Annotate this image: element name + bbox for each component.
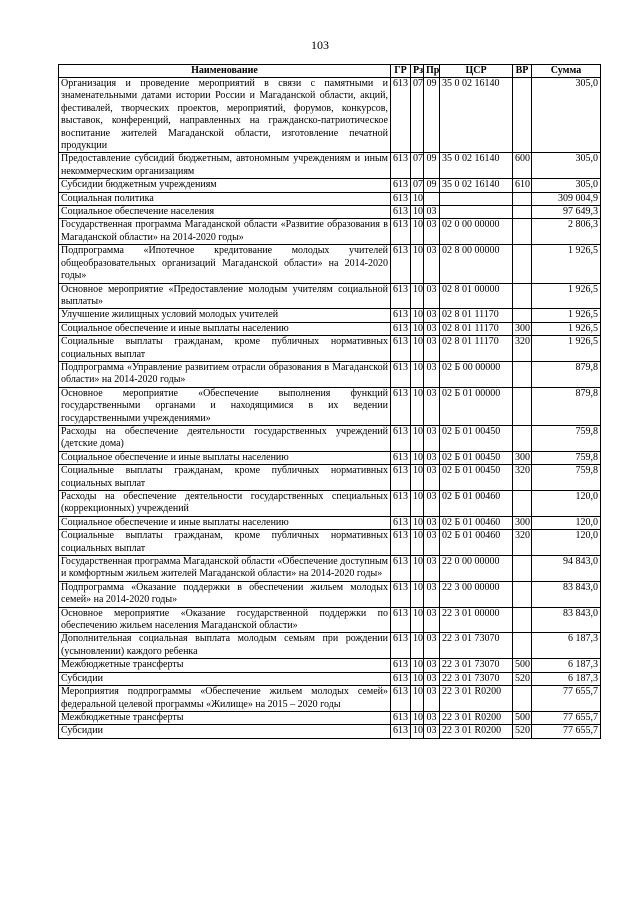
header-rz: Рз xyxy=(411,65,424,78)
cell-gr: 613 xyxy=(391,465,411,491)
table-row xyxy=(59,516,601,529)
cell-name: Социальное обеспечение и иные выплаты населению xyxy=(59,322,391,335)
cell-pr: 03 xyxy=(424,659,440,672)
cell-vr xyxy=(513,556,532,582)
cell-vr xyxy=(513,206,532,219)
cell-gr: 613 xyxy=(391,672,411,685)
cell-pr: 03 xyxy=(424,245,440,283)
cell-pr: 03 xyxy=(424,725,440,738)
cell-vr: 610 xyxy=(513,179,532,192)
cell-pr: 03 xyxy=(424,556,440,582)
cell-name: Подпрограмма «Ипотечное кредитование молодых учителей общеобразовательных организаций Магаданской области» на 2014-2020 годы» xyxy=(59,245,391,283)
table-header-row xyxy=(59,65,601,78)
cell-csr: 02 Б 01 00450 xyxy=(440,451,513,464)
table-row xyxy=(59,192,601,205)
cell-gr: 613 xyxy=(391,336,411,362)
cell-rz: 07 xyxy=(411,179,424,192)
cell-name: Подпрограмма «Оказание поддержки в обеспечении жильем молодых семей» на 2014-2020 годы» xyxy=(59,581,391,607)
cell-pr: 03 xyxy=(424,283,440,309)
cell-sum: 759,8 xyxy=(532,465,601,491)
cell-pr: 03 xyxy=(424,425,440,451)
cell-name: Подпрограмма «Управление развитием отрасли образования в Магаданской области» на 2014-2020 годы» xyxy=(59,361,391,387)
cell-csr xyxy=(440,192,513,205)
cell-name: Государственная программа Магаданской области «Развитие образования в Магаданской области» на 2014-2020 годы» xyxy=(59,219,391,245)
cell-csr: 22 3 01 R0200 xyxy=(440,711,513,724)
cell-vr xyxy=(513,192,532,205)
cell-name: Дополнительная социальная выплата молодым семьям при рождении (усыновлении) каждого ребенка xyxy=(59,633,391,659)
cell-rz: 10 xyxy=(411,451,424,464)
cell-gr: 613 xyxy=(391,425,411,451)
cell-rz: 10 xyxy=(411,283,424,309)
header-csr: ЦСР xyxy=(440,65,513,78)
cell-name: Организация и проведение мероприятий в связи с памятными и знаменательными датами истории России и Магаданской области, акций, фестивалей, творческих проектов, мероприятий, форумов, конкурсов, выставок, конференций, направленных на гражданско-патриотическое воспитание жителей Магаданской области, изготовление печатной продукции xyxy=(59,78,391,153)
cell-name: Расходы на обеспечение деятельности государственных специальных (коррекционных) учреждений xyxy=(59,491,391,517)
cell-rz: 10 xyxy=(411,672,424,685)
cell-gr: 613 xyxy=(391,206,411,219)
cell-sum: 1 926,5 xyxy=(532,322,601,335)
cell-csr: 02 8 01 00000 xyxy=(440,283,513,309)
cell-rz: 07 xyxy=(411,153,424,179)
cell-gr: 613 xyxy=(391,491,411,517)
cell-csr: 22 3 01 R0200 xyxy=(440,725,513,738)
cell-sum: 879,8 xyxy=(532,361,601,387)
cell-gr: 613 xyxy=(391,633,411,659)
cell-vr: 320 xyxy=(513,465,532,491)
cell-vr xyxy=(513,633,532,659)
cell-sum: 120,0 xyxy=(532,516,601,529)
cell-csr: 02 8 01 11170 xyxy=(440,309,513,322)
cell-name: Межбюджетные трансферты xyxy=(59,659,391,672)
cell-gr: 613 xyxy=(391,153,411,179)
cell-sum: 305,0 xyxy=(532,78,601,153)
cell-csr: 02 0 00 00000 xyxy=(440,219,513,245)
cell-gr: 613 xyxy=(391,725,411,738)
cell-vr: 520 xyxy=(513,672,532,685)
table-row xyxy=(59,361,601,387)
cell-vr: 600 xyxy=(513,153,532,179)
cell-sum: 759,8 xyxy=(532,451,601,464)
cell-name: Основное мероприятие «Предоставление молодым учителям социальной выплаты» xyxy=(59,283,391,309)
cell-pr xyxy=(424,192,440,205)
cell-sum: 879,8 xyxy=(532,387,601,425)
cell-csr: 22 0 00 00000 xyxy=(440,556,513,582)
cell-pr: 03 xyxy=(424,711,440,724)
cell-gr: 613 xyxy=(391,361,411,387)
cell-csr: 02 Б 01 00460 xyxy=(440,516,513,529)
budget-table xyxy=(58,64,601,739)
cell-sum: 2 806,3 xyxy=(532,219,601,245)
cell-sum: 1 926,5 xyxy=(532,245,601,283)
cell-vr xyxy=(513,607,532,633)
cell-vr: 500 xyxy=(513,659,532,672)
cell-gr: 613 xyxy=(391,387,411,425)
cell-rz: 10 xyxy=(411,206,424,219)
cell-pr: 03 xyxy=(424,491,440,517)
cell-sum: 6 187,3 xyxy=(532,633,601,659)
cell-rz: 10 xyxy=(411,465,424,491)
cell-pr: 09 xyxy=(424,78,440,153)
cell-pr: 03 xyxy=(424,465,440,491)
header-gr: ГР xyxy=(391,65,411,78)
cell-pr: 03 xyxy=(424,672,440,685)
cell-name: Государственная программа Магаданской области «Обеспечение доступным и комфортным жильем жителей Магаданской области» на 2014-2020 годы» xyxy=(59,556,391,582)
table-body xyxy=(59,78,601,739)
cell-name: Субсидии xyxy=(59,672,391,685)
table-row xyxy=(59,451,601,464)
table-row xyxy=(59,219,601,245)
cell-sum: 1 926,5 xyxy=(532,336,601,362)
cell-rz: 10 xyxy=(411,581,424,607)
cell-csr: 22 3 00 00000 xyxy=(440,581,513,607)
table-row xyxy=(59,206,601,219)
cell-name: Социальные выплаты гражданам, кроме публичных нормативных социальных выплат xyxy=(59,465,391,491)
cell-name: Субсидии бюджетным учреждениям xyxy=(59,179,391,192)
table-row xyxy=(59,283,601,309)
cell-gr: 613 xyxy=(391,192,411,205)
table-row xyxy=(59,309,601,322)
cell-rz: 10 xyxy=(411,725,424,738)
cell-csr: 02 Б 01 00000 xyxy=(440,387,513,425)
cell-pr: 03 xyxy=(424,387,440,425)
cell-csr: 02 Б 01 00460 xyxy=(440,491,513,517)
cell-csr: 02 Б 01 00450 xyxy=(440,465,513,491)
cell-sum: 309 004,9 xyxy=(532,192,601,205)
cell-gr: 613 xyxy=(391,179,411,192)
cell-name: Социальная политика xyxy=(59,192,391,205)
table-row xyxy=(59,78,601,153)
cell-sum: 77 655,7 xyxy=(532,725,601,738)
cell-name: Социальное обеспечение и иные выплаты населению xyxy=(59,451,391,464)
cell-sum: 6 187,3 xyxy=(532,672,601,685)
cell-pr: 03 xyxy=(424,322,440,335)
header-name: Наименование xyxy=(59,65,391,78)
cell-sum: 83 843,0 xyxy=(532,607,601,633)
cell-sum: 305,0 xyxy=(532,179,601,192)
cell-gr: 613 xyxy=(391,607,411,633)
cell-name: Расходы на обеспечение деятельности государственных учреждений (детские дома) xyxy=(59,425,391,451)
cell-name: Улучшение жилищных условий молодых учителей xyxy=(59,309,391,322)
cell-csr: 22 3 01 73070 xyxy=(440,659,513,672)
cell-pr: 03 xyxy=(424,516,440,529)
page-number: 103 xyxy=(311,38,329,52)
cell-pr: 03 xyxy=(424,686,440,712)
cell-vr xyxy=(513,309,532,322)
table-row xyxy=(59,659,601,672)
cell-rz: 10 xyxy=(411,556,424,582)
cell-csr: 22 3 01 R0200 xyxy=(440,686,513,712)
cell-sum: 6 187,3 xyxy=(532,659,601,672)
cell-gr: 613 xyxy=(391,659,411,672)
cell-sum: 83 843,0 xyxy=(532,581,601,607)
cell-vr xyxy=(513,78,532,153)
cell-name: Социальное обеспечение и иные выплаты населению xyxy=(59,516,391,529)
cell-gr: 613 xyxy=(391,556,411,582)
cell-rz: 10 xyxy=(411,245,424,283)
cell-rz: 10 xyxy=(411,219,424,245)
cell-sum: 77 655,7 xyxy=(532,686,601,712)
cell-gr: 613 xyxy=(391,686,411,712)
cell-pr: 03 xyxy=(424,633,440,659)
cell-sum: 1 926,5 xyxy=(532,283,601,309)
table-row xyxy=(59,153,601,179)
cell-vr: 300 xyxy=(513,451,532,464)
cell-pr: 03 xyxy=(424,309,440,322)
cell-rz: 10 xyxy=(411,530,424,556)
cell-csr: 35 0 02 16140 xyxy=(440,78,513,153)
cell-vr: 320 xyxy=(513,530,532,556)
cell-pr: 09 xyxy=(424,153,440,179)
table-row xyxy=(59,556,601,582)
cell-gr: 613 xyxy=(391,309,411,322)
table-row xyxy=(59,711,601,724)
table-row xyxy=(59,581,601,607)
cell-vr xyxy=(513,491,532,517)
cell-rz: 10 xyxy=(411,336,424,362)
cell-name: Основное мероприятие «Обеспечение выполнения функций государственными органами и находящимися в их ведении государственными учреждениями» xyxy=(59,387,391,425)
cell-sum: 120,0 xyxy=(532,530,601,556)
table-row xyxy=(59,725,601,738)
cell-csr: 22 3 01 00000 xyxy=(440,607,513,633)
table-row xyxy=(59,491,601,517)
cell-csr xyxy=(440,206,513,219)
cell-vr xyxy=(513,425,532,451)
header-pr: Пр xyxy=(424,65,440,78)
cell-sum: 94 843,0 xyxy=(532,556,601,582)
table-row xyxy=(59,530,601,556)
cell-csr: 02 8 01 11170 xyxy=(440,322,513,335)
table-row xyxy=(59,672,601,685)
cell-gr: 613 xyxy=(391,219,411,245)
table-row xyxy=(59,607,601,633)
cell-csr: 22 3 01 73070 xyxy=(440,633,513,659)
cell-sum: 77 655,7 xyxy=(532,711,601,724)
cell-rz: 10 xyxy=(411,192,424,205)
cell-vr: 520 xyxy=(513,725,532,738)
cell-rz: 10 xyxy=(411,516,424,529)
cell-vr xyxy=(513,361,532,387)
table-row xyxy=(59,179,601,192)
cell-rz: 10 xyxy=(411,711,424,724)
table-row xyxy=(59,245,601,283)
cell-pr: 03 xyxy=(424,451,440,464)
cell-rz: 10 xyxy=(411,387,424,425)
cell-gr: 613 xyxy=(391,245,411,283)
table-row xyxy=(59,322,601,335)
cell-pr: 03 xyxy=(424,361,440,387)
cell-vr: 500 xyxy=(513,711,532,724)
cell-vr xyxy=(513,581,532,607)
cell-vr xyxy=(513,387,532,425)
cell-sum: 1 926,5 xyxy=(532,309,601,322)
cell-vr xyxy=(513,245,532,283)
cell-gr: 613 xyxy=(391,78,411,153)
cell-gr: 613 xyxy=(391,581,411,607)
cell-csr: 02 8 00 00000 xyxy=(440,245,513,283)
cell-rz: 10 xyxy=(411,322,424,335)
cell-csr: 02 Б 01 00460 xyxy=(440,530,513,556)
table-row xyxy=(59,633,601,659)
cell-sum: 97 649,3 xyxy=(532,206,601,219)
cell-pr: 03 xyxy=(424,206,440,219)
cell-vr: 300 xyxy=(513,516,532,529)
table-row xyxy=(59,425,601,451)
cell-pr: 03 xyxy=(424,581,440,607)
cell-pr: 09 xyxy=(424,179,440,192)
cell-pr: 03 xyxy=(424,219,440,245)
cell-pr: 03 xyxy=(424,530,440,556)
cell-name: Мероприятия подпрограммы «Обеспечение жильем молодых семей» федеральной целевой программы «Жилище» на 2015 – 2020 годы xyxy=(59,686,391,712)
cell-rz: 07 xyxy=(411,78,424,153)
cell-rz: 10 xyxy=(411,659,424,672)
cell-rz: 10 xyxy=(411,491,424,517)
cell-vr xyxy=(513,219,532,245)
cell-name: Основное мероприятие «Оказание государственной поддержки по обеспечению жильем населения Магаданской области» xyxy=(59,607,391,633)
cell-name: Межбюджетные трансферты xyxy=(59,711,391,724)
cell-csr: 22 3 01 73070 xyxy=(440,672,513,685)
cell-sum: 759,8 xyxy=(532,425,601,451)
cell-name: Социальные выплаты гражданам, кроме публичных нормативных социальных выплат xyxy=(59,530,391,556)
cell-rz: 10 xyxy=(411,425,424,451)
table-row xyxy=(59,336,601,362)
cell-pr: 03 xyxy=(424,336,440,362)
cell-rz: 10 xyxy=(411,633,424,659)
cell-gr: 613 xyxy=(391,283,411,309)
cell-pr: 03 xyxy=(424,607,440,633)
cell-name: Социальные выплаты гражданам, кроме публичных нормативных социальных выплат xyxy=(59,336,391,362)
cell-vr xyxy=(513,283,532,309)
cell-name: Субсидии xyxy=(59,725,391,738)
cell-gr: 613 xyxy=(391,322,411,335)
cell-sum: 305,0 xyxy=(532,153,601,179)
cell-gr: 613 xyxy=(391,516,411,529)
cell-name: Социальное обеспечение населения xyxy=(59,206,391,219)
header-sum: Сумма xyxy=(532,65,601,78)
cell-vr: 300 xyxy=(513,322,532,335)
cell-rz: 10 xyxy=(411,686,424,712)
cell-gr: 613 xyxy=(391,451,411,464)
cell-csr: 02 Б 01 00450 xyxy=(440,425,513,451)
table-row xyxy=(59,686,601,712)
cell-csr: 35 0 02 16140 xyxy=(440,179,513,192)
cell-gr: 613 xyxy=(391,711,411,724)
cell-sum: 120,0 xyxy=(532,491,601,517)
cell-csr: 02 Б 00 00000 xyxy=(440,361,513,387)
cell-rz: 10 xyxy=(411,361,424,387)
cell-vr: 320 xyxy=(513,336,532,362)
table-row xyxy=(59,465,601,491)
cell-vr xyxy=(513,686,532,712)
cell-csr: 35 0 02 16140 xyxy=(440,153,513,179)
cell-rz: 10 xyxy=(411,607,424,633)
cell-gr: 613 xyxy=(391,530,411,556)
cell-name: Предоставление субсидий бюджетным, автономным учреждениям и иным некоммерческим организациям xyxy=(59,153,391,179)
cell-csr: 02 8 01 11170 xyxy=(440,336,513,362)
table-row xyxy=(59,387,601,425)
header-vr: ВР xyxy=(513,65,532,78)
cell-rz: 10 xyxy=(411,309,424,322)
